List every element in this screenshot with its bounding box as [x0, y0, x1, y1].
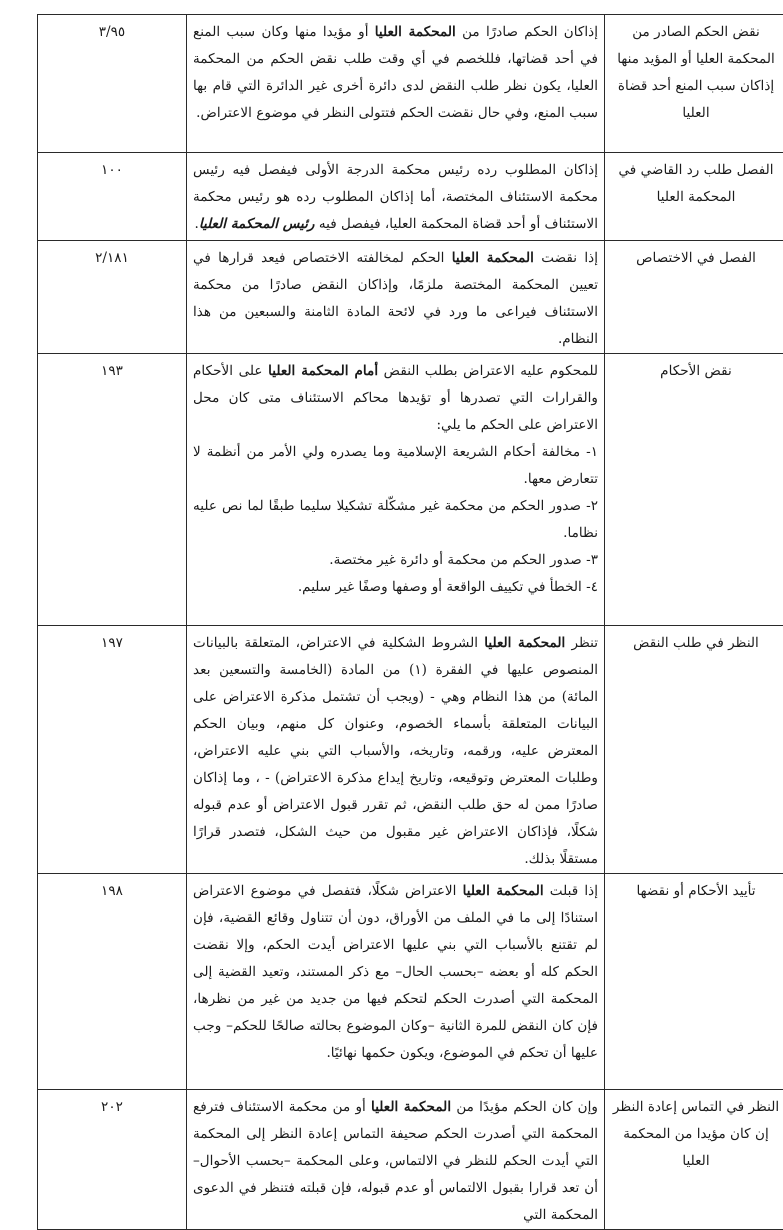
- text-cell: [187, 354, 605, 626]
- paragraph: تنظر المحكمة العليا الشروط الشكلية في الاعتراض، المتعلقة بالبيانات المنصوص عليها في الفقرة (١) من المادة (الخامسة والتسعين بعد المائة) من هذا النظام وهي - (ويجب أن تشتمل مذكرة الاعتراض على البيانات المتعلقة بأسماء الخصوم، وعنوان كل منهم، وبيان الحكم المعترض عليه، ورقمه، وتاريخه، والأسباب التي بني عليه الاعتراض، وطلبات المعترض وتوقيعه، وتاريخ إيداع مذكرة الاعتراض) - ، وما إذاكان صادرًا ممن له حق طلب النقض، ثم تقرر قبول الاعتراض أو عدم قبوله شكلًا، فإذاكان الاعتراض غير مقبول من حيث الشكل، فتصدر قرارًا مستقلًا بذلك.: [193, 630, 598, 873]
- text-cell: [187, 1090, 605, 1230]
- table-row: [38, 153, 783, 241]
- article-number: ٢/١٨١: [38, 241, 187, 354]
- paragraph: إذاكان المطلوب رده رئيس محكمة الدرجة الأولى فيفصل فيه رئيس محكمة الاستئناف المختصة، أما إذاكان المطلوب رده هو رئيس محكمة الاستئناف أو أحد قضاة المحكمة العليا، فيفصل فيه رئيس المحكمة العليا.: [193, 157, 598, 238]
- text-cell: [187, 241, 605, 354]
- text-cell: [187, 153, 605, 241]
- text-cell: [187, 874, 605, 1090]
- table-row: [38, 874, 783, 1090]
- article-number: ١٩٧: [38, 626, 187, 874]
- list-item: ١- مخالفة أحكام الشريعة الإسلامية وما يصدره ولي الأمر من أنظمة لا تتعارض معها.: [193, 439, 598, 493]
- article-number: ٣/٩٥: [38, 15, 187, 153]
- table-row: [38, 241, 783, 354]
- subject-cell: الفصل طلب رد القاضي في المحكمة العليا: [605, 153, 783, 241]
- paragraph: وإن كان الحكم مؤيدًا من المحكمة العليا أو من محكمة الاستئناف فترفع المحكمة التي أصدرت الحكم صحيفة التماس إعادة النظر إلى المحكمة التي أيدت الحكم للنظر في الالتماس، وعلى المحكمة –بحسب الأحوال– أن تعد قرارا بقبول الالتماس أو عدم قبوله، فإن قبلته فتنظر في الدعوى المحكمة التي: [193, 1094, 598, 1229]
- text-cell: [187, 626, 605, 874]
- paragraph: إذا نقضت المحكمة العليا الحكم لمخالفته الاختصاص فيعد قرارها في تعيين المحكمة المختصة ملزمًا، وإذاكان النقض صادرًا من محكمة الاستئناف فيراعى ما ورد في لائحة المادة الثامنة والسبعين من هذا النظام.: [193, 245, 598, 353]
- paragraph: للمحكوم عليه الاعتراض بطلب النقض أمام المحكمة العليا على الأحكام والقرارات التي تصدرها أو تؤيدها محاكم الاستئناف متى كان محل الاعتراض على الحكم ما يلي:: [193, 358, 598, 439]
- article-number: ١٩٨: [38, 874, 187, 1090]
- table-row: [38, 1090, 783, 1230]
- subject-cell: نقض الحكم الصادر من المحكمة العليا أو المؤيد منها إذاكان سبب المنع أحد قضاة العليا: [605, 15, 783, 153]
- article-number: ٢٠٢: [38, 1090, 187, 1230]
- table-row: [38, 15, 783, 153]
- article-number: ١٩٣: [38, 354, 187, 626]
- paragraph: إذا قبلت المحكمة العليا الاعتراض شكلًا، فتفصل في موضوع الاعتراض استنادًا إلى ما في الملف من الأوراق، دون أن تتناول وقائع القضية، فإن لم تقتنع بالأسباب التي بني عليها الاعتراض أيدت الحكم، وإلا نقضت الحكم كله أو بعضه –بحسب الحال– مع ذكر المستند، وتعيد القضية إلى المحكمة التي أصدرت الحكم لتحكم فيها من جديد من غير من نظرها، فإن كان النقض للمرة الثانية –وكان الموضوع بحالته صالحًا للحكم– وجب عليها أن تحكم في الموضوع، ويكون حكمها نهائيًا.: [193, 878, 598, 1067]
- paragraph: إذاكان الحكم صادرًا من المحكمة العليا أو مؤيدا منها وكان سبب المنع في أحد قضاتها، فللخصم في أي وقت طلب نقض الحكم من المحكمة العليا، يكون نظر طلب النقض لدى دائرة أخرى غير الدائرة التي قام بها سبب المنع، وفي حال نقضت الحكم فتتولى النظر في موضوع الاعتراض.: [193, 19, 598, 127]
- table-row: [38, 354, 783, 626]
- list-item: ٢- صدور الحكم من محكمة غير مشكّلة تشكيلا سليما طبقًا لما نص عليه نظاما.: [193, 493, 598, 547]
- list-item: ٣- صدور الحكم من محكمة أو دائرة غير مختصة.: [193, 547, 598, 574]
- table-row: [38, 626, 783, 874]
- subject-cell: نقض الأحكام: [605, 354, 783, 626]
- subject-cell: الفصل في الاختصاص: [605, 241, 783, 354]
- text-cell: [187, 15, 605, 153]
- subject-cell: النظر في التماس إعادة النظر إن كان مؤيدا من المحكمة العليا: [605, 1090, 783, 1230]
- subject-cell: تأييد الأحكام أو نقضها: [605, 874, 783, 1090]
- articles-table: [37, 14, 783, 1230]
- subject-cell: النظر في طلب النقض: [605, 626, 783, 874]
- article-number: ١٠٠: [38, 153, 187, 241]
- list-item: ٤- الخطأ في تكييف الواقعة أو وصفها وصفًا غير سليم.: [193, 574, 598, 601]
